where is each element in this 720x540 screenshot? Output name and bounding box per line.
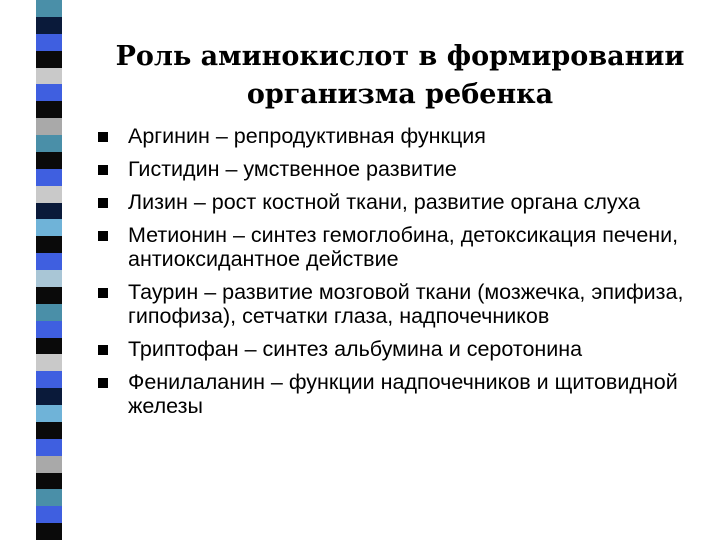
bullet-list (98, 124, 708, 427)
stripe-segment (36, 473, 62, 490)
list-item (98, 190, 708, 214)
stripe-segment (36, 135, 62, 152)
stripe-segment (36, 203, 62, 220)
stripe-segment (36, 371, 62, 388)
stripe-segment (36, 169, 62, 186)
list-item-text: Гистидин – умственное развитие (128, 157, 457, 181)
stripe-segment (36, 489, 62, 506)
stripe-segment (36, 304, 62, 321)
decorative-stripe-band (36, 0, 62, 540)
stripe-segment (36, 405, 62, 422)
square-bullet-icon (98, 165, 108, 175)
stripe-segment (36, 118, 62, 135)
list-item (98, 280, 708, 328)
stripe-segment (36, 388, 62, 405)
stripe-segment (36, 186, 62, 203)
title-line-1: Роль аминокислот в формировании (115, 41, 685, 72)
stripe-segment (36, 17, 62, 34)
slide-title (100, 38, 700, 114)
square-bullet-icon (98, 198, 108, 208)
stripe-segment (36, 236, 62, 253)
square-bullet-icon (98, 231, 108, 241)
list-item (98, 337, 708, 361)
list-item-text: Аргинин – репродуктивная функция (128, 124, 486, 148)
stripe-segment (36, 321, 62, 338)
stripe-segment (36, 68, 62, 85)
stripe-segment (36, 523, 62, 540)
list-item-text: Триптофан – синтез альбумина и серотонина (128, 337, 583, 361)
list-item-text: Фенилаланин – функции надпочечников и щитовидной железы (128, 370, 678, 418)
list-item (98, 370, 708, 418)
square-bullet-icon (98, 132, 108, 142)
stripe-segment (36, 84, 62, 101)
stripe-segment (36, 270, 62, 287)
list-item (98, 223, 708, 271)
stripe-segment (36, 152, 62, 169)
list-item-text: Лизин – рост костной ткани, развитие органа слуха (128, 190, 641, 214)
stripe-segment (36, 51, 62, 68)
stripe-segment (36, 456, 62, 473)
list-item-text: Метионин – синтез гемоглобина, детоксикация печени, антиоксидантное действие (128, 223, 679, 271)
list-item-text: Таурин – развитие мозговой ткани (мозжечка, эпифиза, гипофиза), сетчатки глаза, надпочечников (128, 280, 684, 328)
stripe-segment (36, 253, 62, 270)
square-bullet-icon (98, 378, 108, 388)
stripe-segment (36, 34, 62, 51)
square-bullet-icon (98, 288, 108, 298)
stripe-segment (36, 338, 62, 355)
list-item (98, 124, 708, 148)
square-bullet-icon (98, 345, 108, 355)
list-item (98, 157, 708, 181)
stripe-segment (36, 0, 62, 17)
title-line-2: организма ребенка (246, 79, 554, 110)
stripe-segment (36, 287, 62, 304)
stripe-segment (36, 101, 62, 118)
stripe-segment (36, 422, 62, 439)
stripe-segment (36, 439, 62, 456)
stripe-segment (36, 354, 62, 371)
stripe-segment (36, 219, 62, 236)
stripe-segment (36, 506, 62, 523)
